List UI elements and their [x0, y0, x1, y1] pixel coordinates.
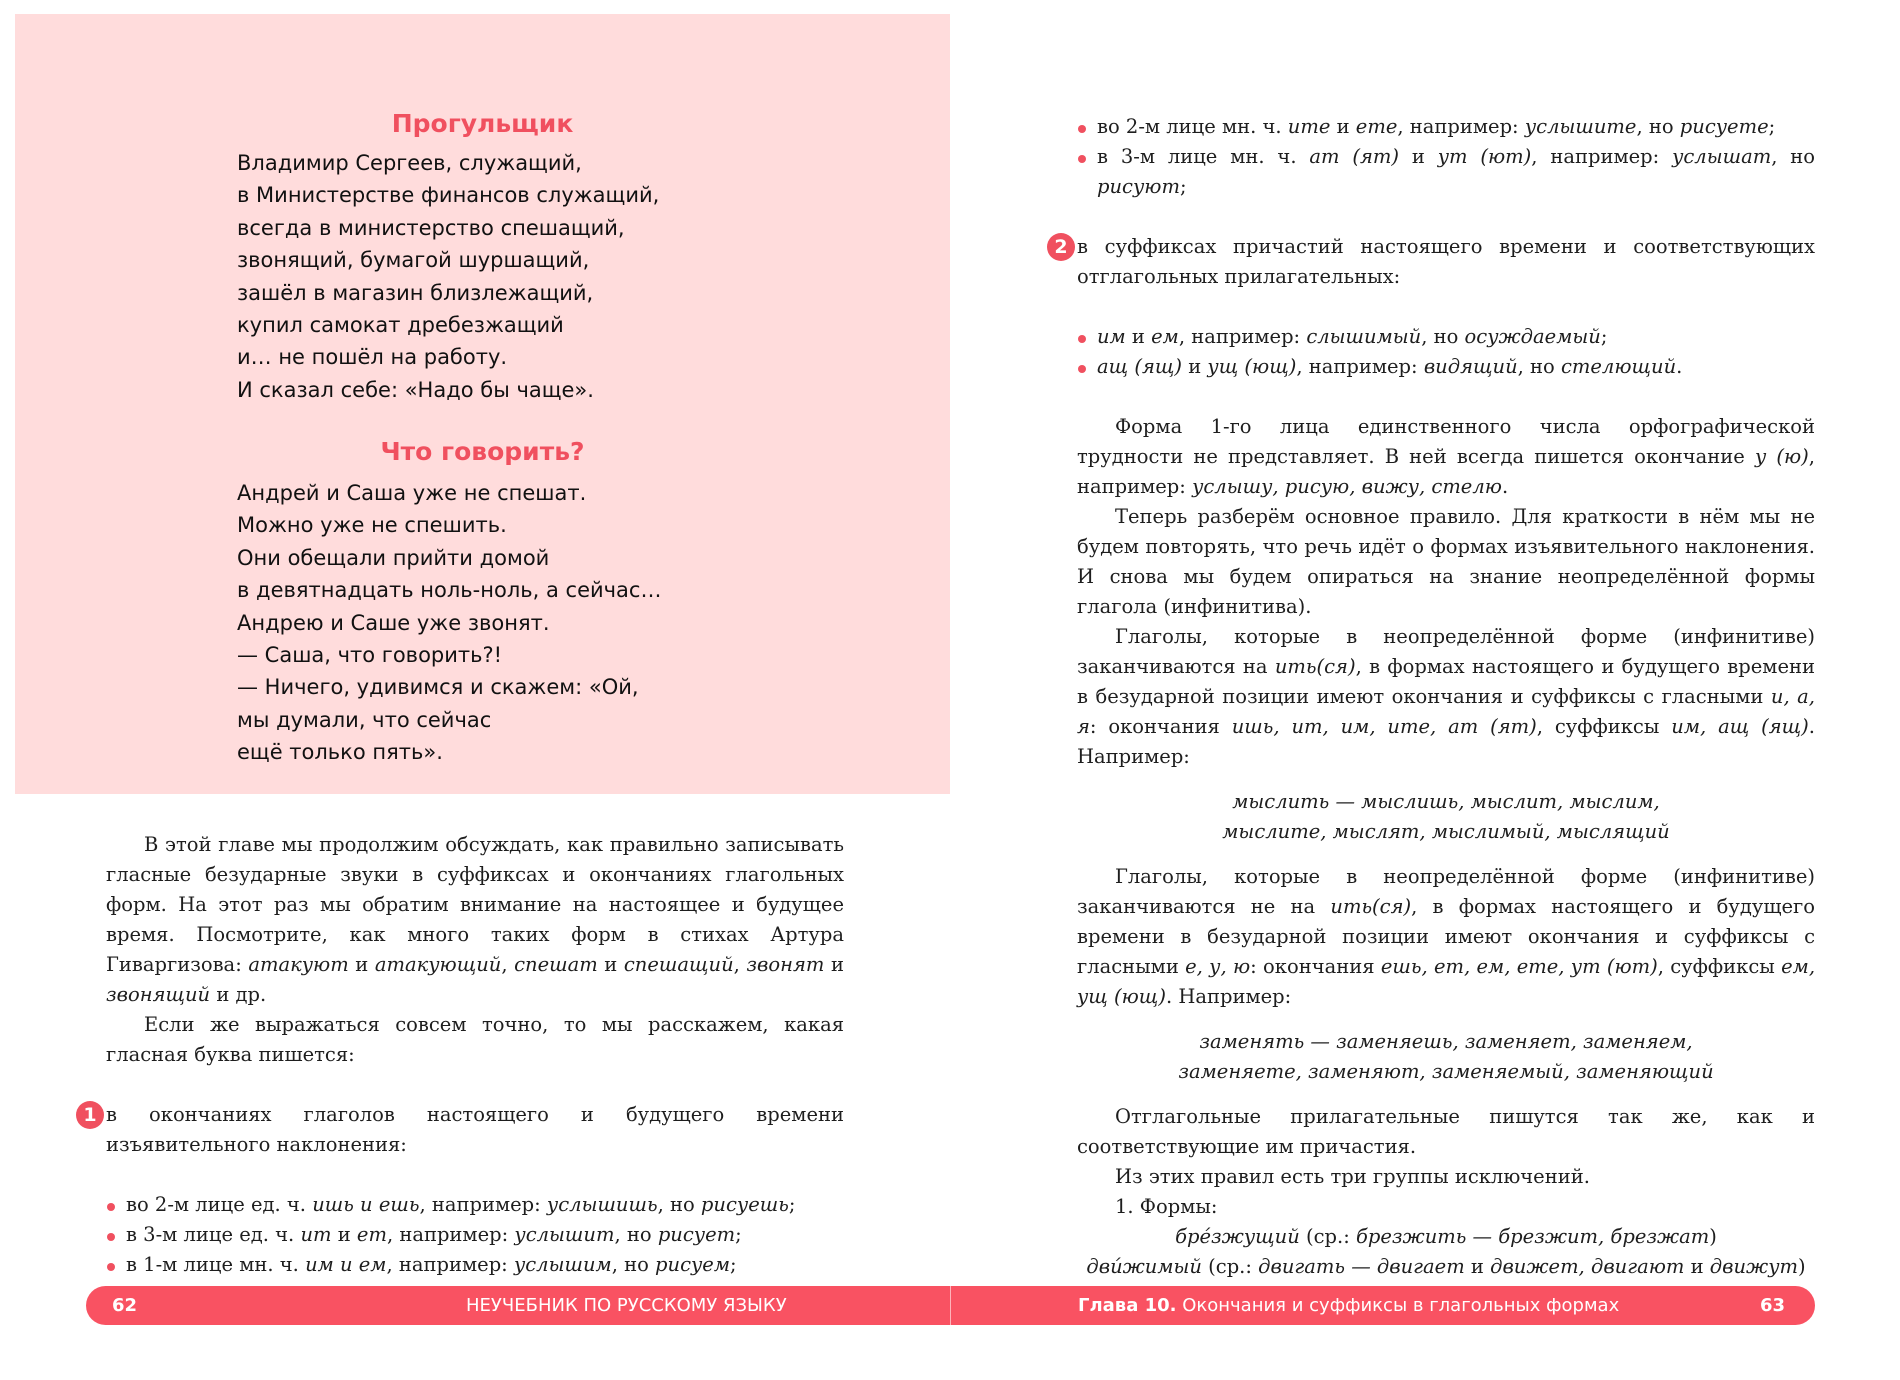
poem-title: Прогульщик [391, 109, 574, 138]
poem-line: в девятнадцать ноль-ноль, а сейчас… [237, 578, 662, 603]
intro-paragraph-2: Если же выражаться совсем точно, то мы расскажем, какая гласная буква пишется: [106, 1013, 844, 1066]
text: , [501, 953, 515, 976]
exception-line: дви́жимый (ср.: двигать — двигает и движет, двигают и движут) [1086, 1255, 1806, 1278]
list-item: во 2-м лице мн. ч. ите и ете, например: услышите, но рисуете; [1097, 112, 1815, 142]
list-item: им и ем, например: слышимый, но осуждаемый; [1097, 322, 1815, 352]
rule-1 [83, 1100, 844, 1160]
footer-bar [86, 1286, 1815, 1325]
list-item: ащ (ящ) и ущ (ющ), например: видящий, но стелющий. [1097, 352, 1815, 382]
rule-text: в суффиксах причастий настоящего времени и соответствующих отглагольных прилагательных: [1077, 235, 1815, 288]
paragraph: Глаголы, которые в неопределённой форме (инфинитиве) заканчиваются не на ить(ся), в формах настоящего и будущего времени в безударной позиции имеют окончания и суффиксы с гласными е, у, ю: окончания ешь, ет, ем, ете, ут (ют), суффиксы ем, ущ (ющ). Например: [1077, 865, 1816, 1008]
example-line: мыслить — мыслишь, мыслит, мыслим, [1232, 790, 1660, 813]
poem-line: всегда в министерство спешащий, [237, 215, 625, 240]
intro-paragraph [106, 830, 844, 1010]
paragraph: Форма 1-го лица единственного числа орфографической трудности не представляет. В ней всегда пишется окончание у (ю), например: услышу, рисую, вижу, стелю. [1077, 415, 1815, 498]
example: спешащий [623, 953, 734, 976]
text: и [824, 953, 844, 976]
poem-line: Можно уже не спешить. [237, 513, 507, 538]
page-number-right: 63 [1759, 1295, 1785, 1316]
page-divider [950, 1286, 951, 1325]
page-number-left: 62 [112, 1295, 138, 1316]
book-title: НЕУЧЕБНИК ПО РУССКОМУ ЯЗЫКУ [466, 1295, 787, 1316]
example: атакующий [374, 953, 502, 976]
poem-line: зашёл в магазин близлежащий, [237, 280, 594, 305]
right-page-body [1054, 112, 1816, 1282]
poem-line: — Саша, что говорить?! [237, 643, 503, 668]
poem-line: купил самокат дребезжащий [237, 313, 564, 338]
poem-line: — Ничего, удивимся и скажем: «Ой, [237, 675, 639, 700]
text: и др. [210, 983, 267, 1006]
number-badge: 1 [76, 1101, 104, 1129]
poem-lines [237, 147, 659, 406]
poem-box [15, 14, 950, 794]
paragraph: 1. Формы: [1115, 1195, 1218, 1218]
rule-1-bullets [106, 1190, 844, 1280]
example: звонят [746, 953, 825, 976]
poem-line: в Министерстве финансов служащий, [237, 183, 660, 208]
poem-line: ещё только пять». [237, 740, 443, 765]
left-page-body [83, 830, 844, 1280]
list-item: в 1-м лице мн. ч. им и ем, например: услышим, но рисуем; [126, 1250, 844, 1280]
rule-2-bullets [1077, 322, 1815, 382]
example-block [1077, 787, 1815, 847]
chapter-name: Окончания и суффиксы в глагольных формах [1176, 1295, 1620, 1316]
poem-line: звонящий, бумагой шуршащий, [237, 248, 590, 273]
rule-text: в окончаниях глаголов настоящего и будущего времени изъявительного наклонения: [106, 1103, 844, 1156]
list-item: в 3-м лице мн. ч. ат (ят) и ут (ют), например: услышат, но рисуют; [1097, 142, 1815, 202]
exception-line: бре́зжущий (ср.: брезжить — брезжит, брезжат) [1175, 1225, 1717, 1248]
text: и [348, 953, 375, 976]
example-line: заменять — заменяешь, заменяет, заменяем, [1199, 1030, 1693, 1053]
poem-line: Владимир Сергеев, служащий, [237, 151, 582, 175]
example: атакуют [248, 953, 349, 976]
rule-2 [1054, 232, 1815, 292]
poem-line: И сказал себе: «Надо бы чаще». [237, 377, 594, 402]
text: и [597, 953, 624, 976]
poem-lines [237, 477, 661, 769]
list-item: в 3-м лице ед. ч. ит и ет, например: услышит, но рисует; [126, 1220, 844, 1250]
text: В этой главе мы продолжим обсуждать, как правильно записывать гласные безударные звуки в суффиксах и окончаниях глагольных форм. На этот раз мы обратим внимание на настоящее и будущее время. Посмотрите, как много таких форм в стихах Артура Гиваргизова: [106, 833, 844, 976]
example-line: заменяете, заменяют, заменяемый, заменяющий [1178, 1060, 1714, 1083]
chapter-label: Глава 10. [1078, 1295, 1177, 1316]
example-block [1077, 1027, 1815, 1087]
poem-title: Что говорить? [380, 437, 585, 466]
rule-1-bullets-continued [1077, 112, 1815, 202]
poem-line: Они обещали прийти домой [237, 545, 550, 570]
paragraph: Теперь разберём основное правило. Для краткости в нём мы не будем повторять, что речь идёт о формах изъявительного наклонения. И снова мы будем опираться на знание неопределённой формы глагола (инфинитива). [1077, 505, 1815, 618]
number-badge: 2 [1047, 233, 1075, 261]
paragraph: Глаголы, которые в неопределённой форме (инфинитиве) заканчиваются на ить(ся), в формах настоящего и будущего времени в безударной позиции имеют окончания и суффиксы с гласными и, а, я: окончания ишь, ит, им, ите, ат (ят), суффиксы им, ащ (ящ). Например: [1077, 625, 1815, 768]
list-item: во 2-м лице ед. ч. ишь и ешь, например: услышишь, но рисуешь; [126, 1190, 844, 1220]
poem-line: и… не пошёл на работу. [237, 345, 508, 370]
example: звонящий [106, 983, 211, 1006]
poem-line: мы думали, что сейчас [237, 707, 492, 732]
poem-line: Андрею и Саше уже звонят. [237, 610, 550, 635]
example: спешат [514, 953, 598, 976]
paragraph: Отглагольные прилагательные пишутся так же, как и соответствующие им причастия. [1077, 1105, 1815, 1158]
example-line: мыслите, мыслят, мыслимый, мыслящий [1222, 820, 1670, 843]
poem-line: Андрей и Саша уже не спешат. [237, 481, 587, 505]
chapter-title [1078, 1286, 1619, 1325]
text: , [733, 953, 747, 976]
paragraph: Из этих правил есть три группы исключений. [1115, 1165, 1590, 1188]
